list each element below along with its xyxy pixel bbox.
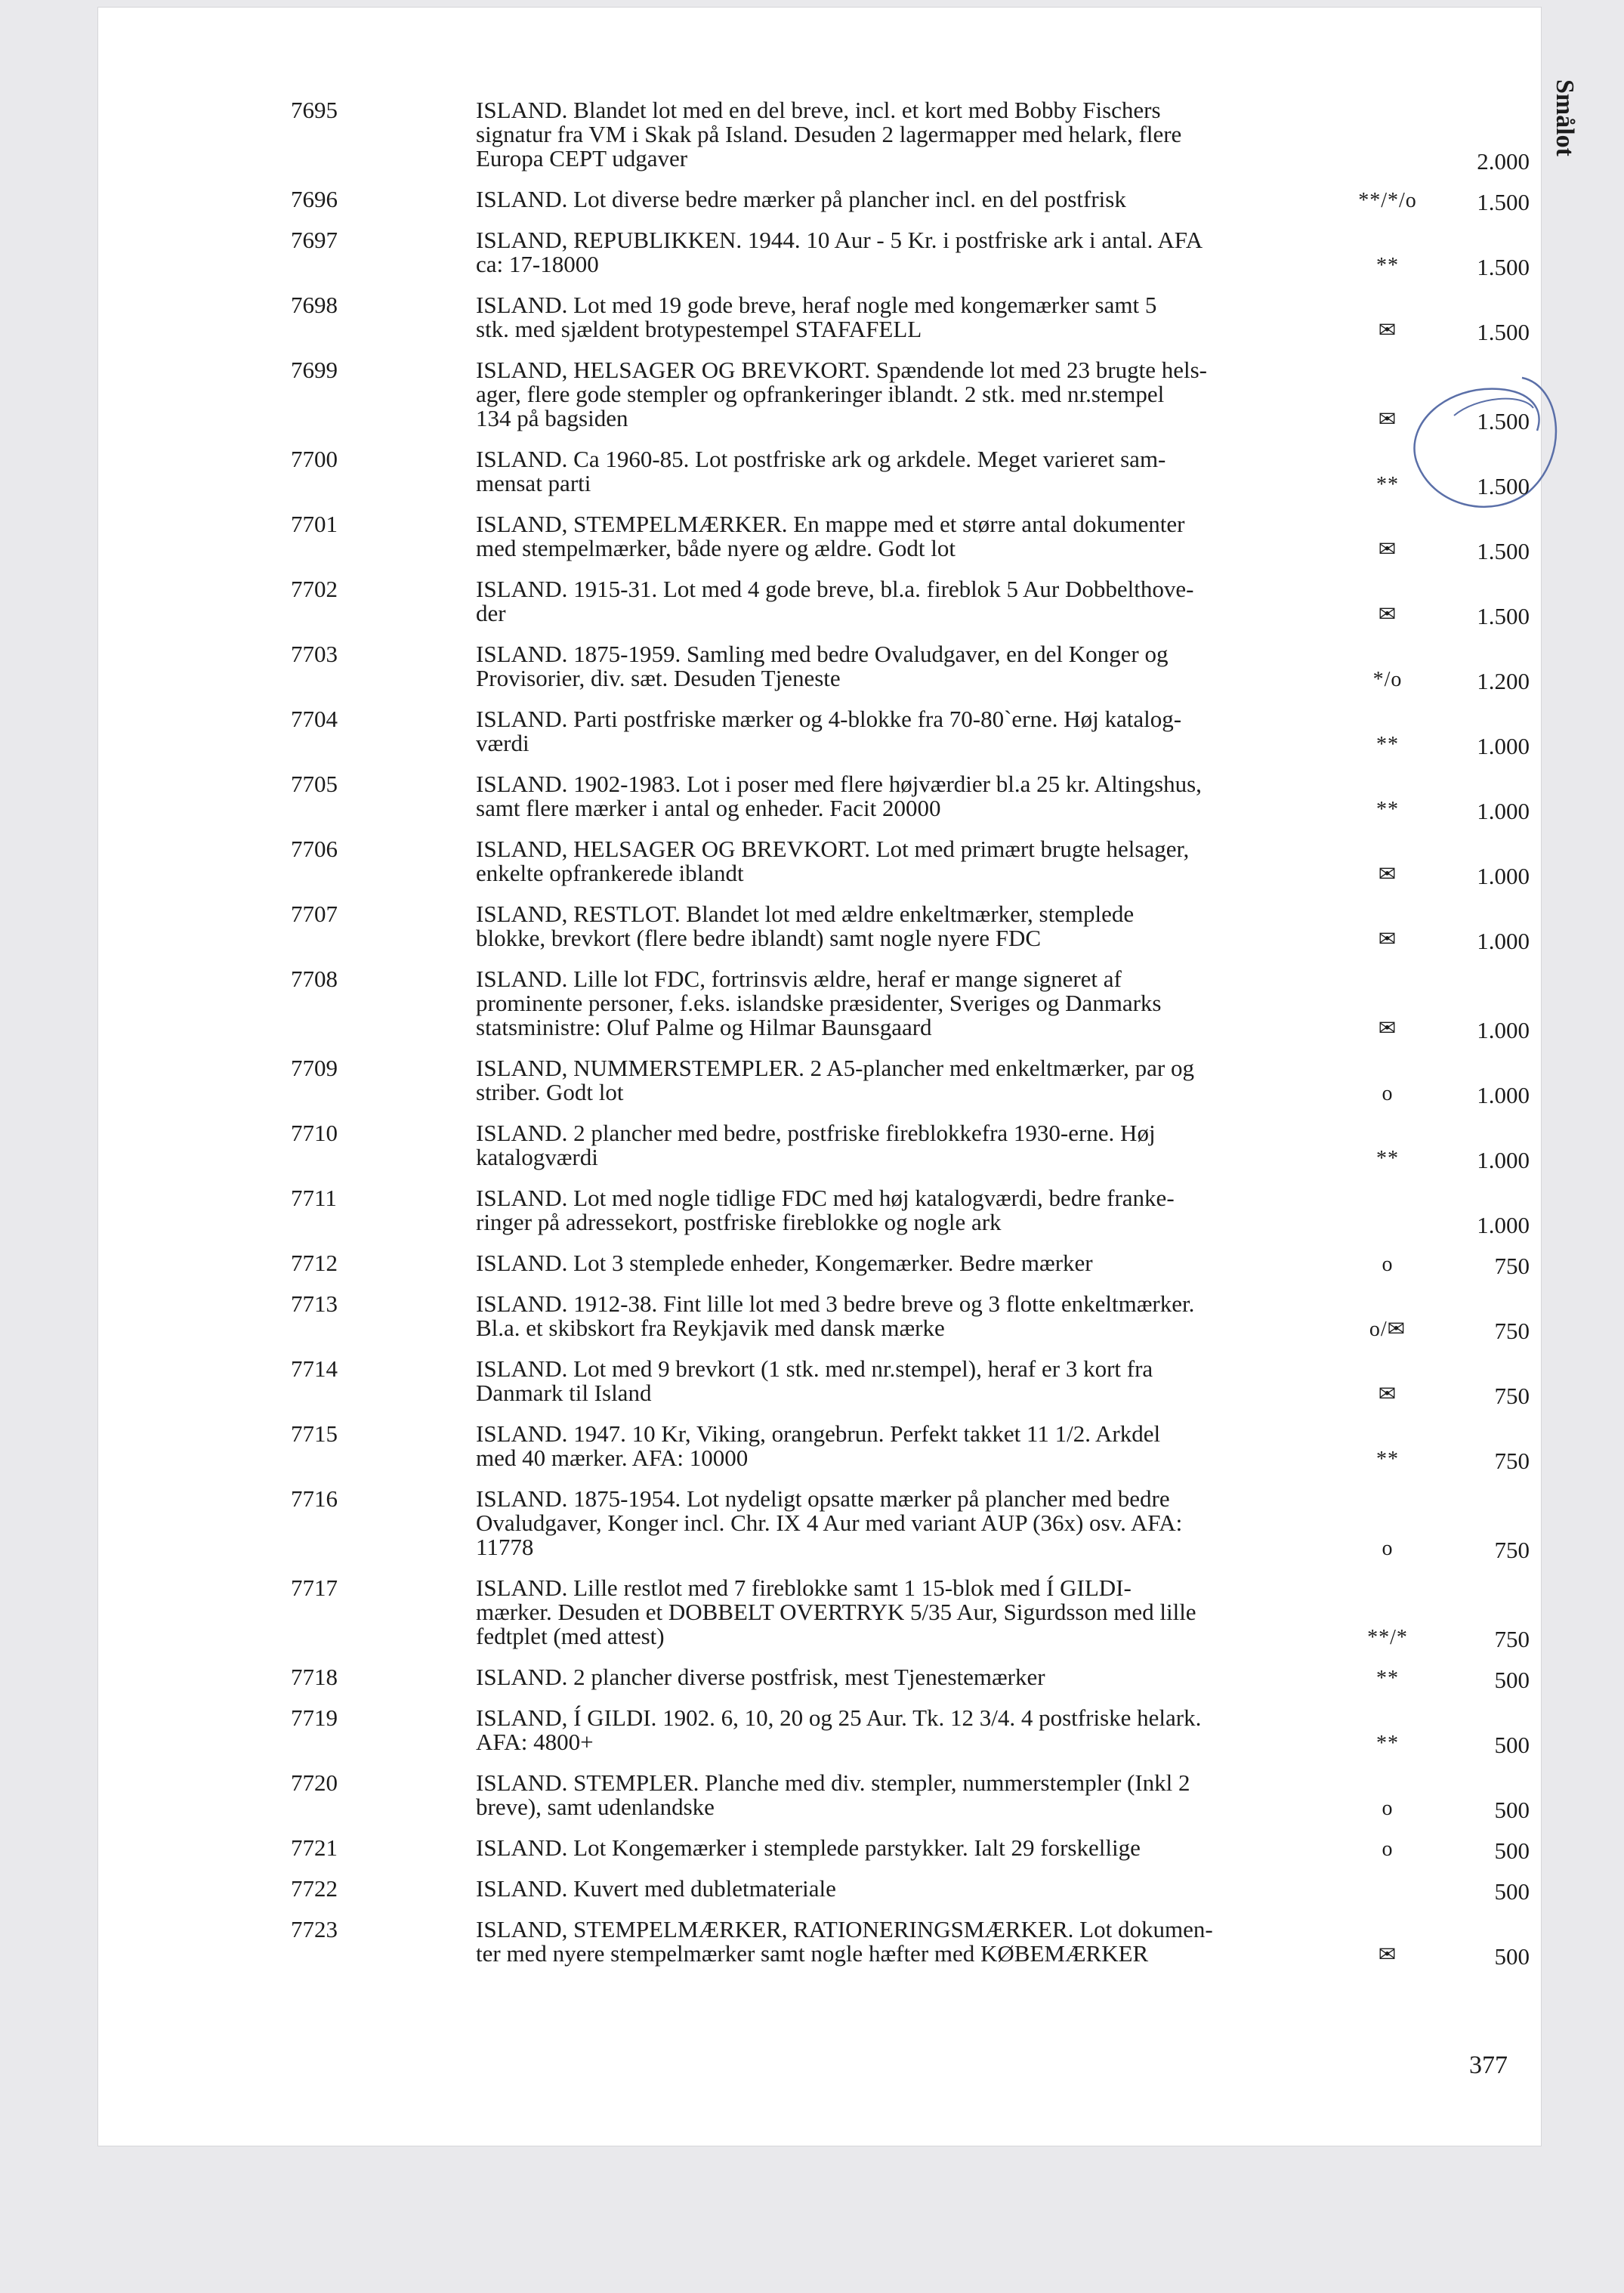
lot-number: 7718 [291, 1664, 338, 1690]
lot-description: ISLAND. Blandet lot med en del breve, incl. et kort med Bobby Fischers signatur fra VM i Skak på Island. Desuden 2 lagermapper med helark, flere Europa CEPT udgaver [476, 97, 1182, 172]
lot-condition: ✉ [1378, 1943, 1397, 1967]
lot-row [291, 836, 1530, 889]
lot-price: 1.000 [1477, 1212, 1530, 1238]
lot-row [291, 357, 1530, 434]
lot-number: 7719 [291, 1704, 338, 1731]
lot-number: 7697 [291, 227, 338, 253]
lot-price: 500 [1494, 1878, 1530, 1905]
lot-description: ISLAND, REPUBLIKKEN. 1944. 10 Aur - 5 Kr. i postfriske ark i antal. AFA ca: 17-18000 [476, 227, 1203, 277]
lot-description: ISLAND, STEMPELMÆRKER, RATIONERINGSMÆRKER. Lot dokumen- ter med nyere stempelmærker samt nogle hæfter med KØBEMÆRKER [476, 1916, 1213, 1967]
lot-description: ISLAND. 1912-38. Fint lille lot med 3 bedre breve og 3 flotte enkeltmærker. Bl.a. et skibskort fra Reykjavik med dansk mærke [476, 1290, 1195, 1341]
lot-condition: ** [1376, 254, 1399, 277]
lot-price: 1.000 [1477, 1082, 1530, 1108]
lot-number: 7720 [291, 1769, 338, 1796]
lot-price: 1.000 [1477, 928, 1530, 954]
lot-row [291, 1185, 1530, 1238]
lot-row [291, 227, 1530, 280]
lot-row [291, 1420, 1530, 1474]
lot-list [291, 98, 1530, 1982]
lot-price: 750 [1494, 1383, 1530, 1409]
lot-condition: o [1382, 1082, 1394, 1105]
lot-description: ISLAND. Ca 1960-85. Lot postfriske ark og arkdele. Meget varieret sam- mensat parti [476, 446, 1166, 496]
lot-number: 7713 [291, 1290, 338, 1317]
lot-price: 750 [1494, 1318, 1530, 1344]
lot-row [291, 1916, 1530, 1970]
lot-row [291, 1055, 1530, 1108]
lot-description: ISLAND. 1875-1954. Lot nydeligt opsatte mærker på plancher med bedre Ovaludgaver, Konger incl. Chr. IX 4 Aur med variant AUP (36x) osv. AFA: 11778 [476, 1485, 1183, 1560]
lot-description: ISLAND. Lot 3 stemplede enheder, Kongemærker. Bedre mærker [476, 1250, 1093, 1276]
lot-row [291, 1250, 1530, 1279]
lot-price: 500 [1494, 1732, 1530, 1758]
lot-price: 1.000 [1477, 733, 1530, 759]
lot-number: 7707 [291, 901, 338, 927]
lot-condition: ** [1376, 733, 1399, 756]
lot-row [291, 576, 1530, 629]
lot-description: ISLAND. Lille lot FDC, fortrinsvis ældre, heraf er mange signeret af prominente personer, f.eks. islandske præsidenter, Sveriges og Danmarks statsministre: Oluf Palme og Hilmar Baunsgaard [476, 966, 1162, 1040]
lot-condition: ✉ [1378, 928, 1397, 951]
lot-number: 7698 [291, 292, 338, 318]
lot-condition: ✉ [1378, 538, 1397, 561]
lot-row [291, 641, 1530, 694]
lot-row [291, 1355, 1530, 1409]
lot-number: 7721 [291, 1834, 338, 1861]
lot-number: 7708 [291, 966, 338, 992]
lot-price: 1.200 [1477, 668, 1530, 694]
lot-description: ISLAND. Lot Kongemærker i stemplede parstykker. Ialt 29 forskellige [476, 1834, 1141, 1861]
lot-description: ISLAND. Kuvert med dubletmateriale [476, 1875, 836, 1902]
lot-row [291, 1834, 1530, 1864]
lot-price: 1.500 [1477, 254, 1530, 280]
lot-description: ISLAND, HELSAGER OG BREVKORT. Lot med primært brugte helsager, enkelte opfrankerede iblandt [476, 836, 1190, 886]
lot-row [291, 1664, 1530, 1693]
lot-number: 7709 [291, 1055, 338, 1081]
lot-description: ISLAND, HELSAGER OG BREVKORT. Spændende lot med 23 brugte hels- ager, flere gode stempler og opfrankeringer iblandt. 2 stk. med nr.stempel 134 på bagsiden [476, 357, 1207, 431]
lot-row [291, 1575, 1530, 1652]
lot-condition: ✉ [1378, 1383, 1397, 1406]
section-title: Smålot [1551, 79, 1579, 156]
lot-number: 7716 [291, 1485, 338, 1512]
lot-price: 2.000 [1477, 148, 1530, 175]
lot-condition: ** [1376, 798, 1399, 821]
lot-row [291, 97, 1530, 175]
lot-description: ISLAND. Lot med 9 brevkort (1 stk. med nr.stempel), heraf er 3 kort fra Danmark til Island [476, 1355, 1153, 1406]
lot-number: 7704 [291, 706, 338, 732]
lot-description: ISLAND. 2 plancher med bedre, postfriske fireblokkefra 1930-erne. Høj katalogværdi [476, 1120, 1156, 1170]
lot-description: ISLAND. 2 plancher diverse postfrisk, mest Tjenestemærker [476, 1664, 1045, 1690]
lot-number: 7696 [291, 186, 338, 212]
lot-price: 1.500 [1477, 319, 1530, 345]
lot-condition: **/* [1367, 1626, 1408, 1649]
lot-description: ISLAND. 1902-1983. Lot i poser med flere højværdier bl.a 25 kr. Altingshus, samt flere mærker i antal og enheder. Facit 20000 [476, 771, 1202, 821]
lot-condition: o [1382, 1797, 1394, 1820]
lot-condition: ✉ [1378, 1017, 1397, 1040]
lot-price: 1.500 [1477, 189, 1530, 215]
lot-number: 7703 [291, 641, 338, 667]
lot-condition: o [1382, 1253, 1394, 1276]
lot-row [291, 1769, 1530, 1823]
lot-description: ISLAND. STEMPLER. Planche med div. stempler, nummerstempler (Inkl 2 breve), samt udenlandske [476, 1769, 1190, 1820]
lot-description: ISLAND, NUMMERSTEMPLER. 2 A5-plancher med enkeltmærker, par og striber. Godt lot [476, 1055, 1195, 1105]
lot-row [291, 1120, 1530, 1173]
lot-price: 1.500 [1477, 473, 1530, 499]
lot-condition: ** [1376, 1667, 1399, 1690]
lot-number: 7712 [291, 1250, 338, 1276]
lot-number: 7714 [291, 1355, 338, 1382]
lot-condition: ** [1376, 1732, 1399, 1755]
lot-condition: ✉ [1378, 863, 1397, 886]
lot-number: 7695 [291, 97, 338, 123]
lot-description: ISLAND. Parti postfriske mærker og 4-blokke fra 70-80`erne. Høj katalog- værdi [476, 706, 1182, 756]
lot-condition: ** [1376, 473, 1399, 496]
lot-row [291, 511, 1530, 564]
lot-condition: ✉ [1378, 408, 1397, 431]
lot-price: 1.000 [1477, 1147, 1530, 1173]
lot-number: 7722 [291, 1875, 338, 1902]
lot-number: 7717 [291, 1575, 338, 1601]
lot-row [291, 1290, 1530, 1344]
lot-condition: ✉ [1378, 603, 1397, 626]
lot-row [291, 186, 1530, 215]
lot-number: 7710 [291, 1120, 338, 1146]
lot-condition: **/*/o [1358, 189, 1417, 212]
lot-description: ISLAND. Lot diverse bedre mærker på plancher incl. en del postfrisk [476, 186, 1126, 212]
lot-number: 7705 [291, 771, 338, 797]
lot-description: ISLAND, RESTLOT. Blandet lot med ældre enkeltmærker, stemplede blokke, brevkort (flere bedre iblandt) samt nogle nyere FDC [476, 901, 1135, 951]
lot-row [291, 292, 1530, 345]
lot-number: 7715 [291, 1420, 338, 1447]
lot-price: 500 [1494, 1797, 1530, 1823]
lot-row [291, 446, 1530, 499]
lot-condition: o/✉ [1369, 1318, 1406, 1341]
lot-condition: o [1382, 1837, 1394, 1861]
lot-number: 7699 [291, 357, 338, 383]
lot-condition: ** [1376, 1147, 1399, 1170]
lot-description: ISLAND, STEMPELMÆRKER. En mappe med et større antal dokumenter med stempelmærker, både nyere og ældre. Godt lot [476, 511, 1185, 561]
lot-condition: */o [1372, 668, 1403, 691]
lot-description: ISLAND. 1875-1959. Samling med bedre Ovaludgaver, en del Konger og Provisorier, div. sæt. Desuden Tjeneste [476, 641, 1169, 691]
lot-number: 7700 [291, 446, 338, 472]
lot-description: ISLAND. 1947. 10 Kr, Viking, orangebrun. Perfekt takket 11 1/2. Arkdel med 40 mærker. AFA: 10000 [476, 1420, 1161, 1471]
lot-row [291, 1485, 1530, 1563]
lot-price: 750 [1494, 1448, 1530, 1474]
lot-price: 1.000 [1477, 798, 1530, 824]
lot-row [291, 966, 1530, 1043]
lot-number: 7711 [291, 1185, 337, 1211]
lot-price: 1.500 [1477, 603, 1530, 629]
lot-number: 7723 [291, 1916, 338, 1942]
lot-price: 1.000 [1477, 1017, 1530, 1043]
page-number: 377 [1469, 2051, 1508, 2079]
lot-price: 750 [1494, 1537, 1530, 1563]
lot-price: 1.500 [1477, 408, 1530, 434]
lot-price: 1.500 [1477, 538, 1530, 564]
lot-number: 7702 [291, 576, 338, 602]
lot-price: 500 [1494, 1667, 1530, 1693]
lot-number: 7701 [291, 511, 338, 537]
lot-row [291, 771, 1530, 824]
lot-condition: ✉ [1378, 319, 1397, 342]
lot-description: ISLAND, Í GILDI. 1902. 6, 10, 20 og 25 Aur. Tk. 12 3/4. 4 postfriske helark. AFA: 4800+ [476, 1704, 1202, 1755]
lot-description: ISLAND. Lille restlot med 7 fireblokke samt 1 15-blok med Í GILDI- mærker. Desuden et DOBBELT OVERTRYK 5/35 Aur, Sigurdsson med lille fedtplet (med attest) [476, 1575, 1196, 1649]
lot-price: 1.000 [1477, 863, 1530, 889]
lot-condition: ** [1376, 1448, 1399, 1471]
lot-row [291, 706, 1530, 759]
lot-description: ISLAND. 1915-31. Lot med 4 gode breve, bl.a. fireblok 5 Aur Dobbelthove- der [476, 576, 1194, 626]
lot-row [291, 901, 1530, 954]
lot-row [291, 1875, 1530, 1905]
lot-number: 7706 [291, 836, 338, 862]
lot-price: 500 [1494, 1943, 1530, 1970]
lot-row [291, 1704, 1530, 1758]
lot-description: ISLAND. Lot med 19 gode breve, heraf nogle med kongemærker samt 5 stk. med sjældent brotypestempel STAFAFELL [476, 292, 1157, 342]
lot-price: 750 [1494, 1253, 1530, 1279]
lot-price: 500 [1494, 1837, 1530, 1864]
lot-condition: o [1382, 1537, 1394, 1560]
lot-description: ISLAND. Lot med nogle tidlige FDC med høj katalogværdi, bedre franke- ringer på adressekort, postfriske fireblokke og nogle ark [476, 1185, 1175, 1235]
lot-price: 750 [1494, 1626, 1530, 1652]
catalog-page [98, 8, 1579, 2146]
